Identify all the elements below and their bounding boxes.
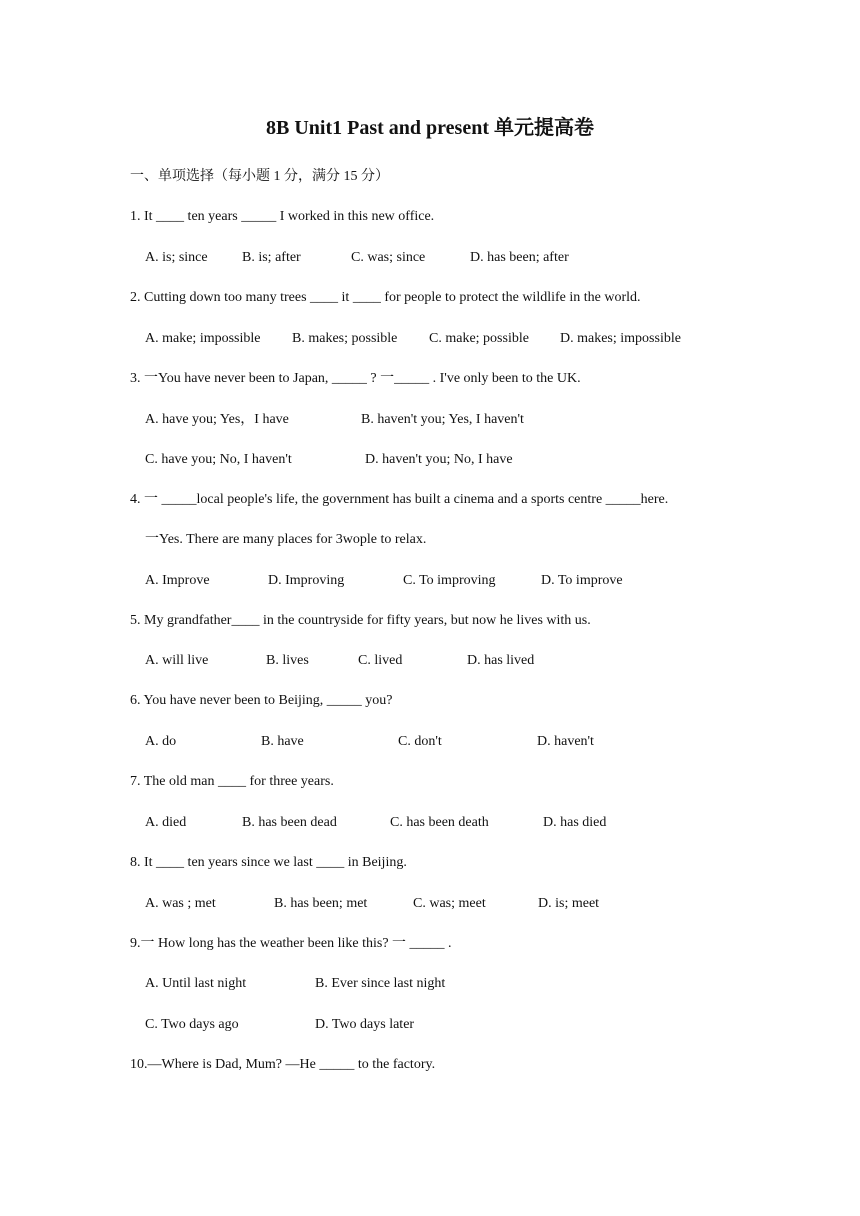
option-c: C. don't bbox=[398, 734, 442, 749]
option-b: B. haven't you; Yes, I haven't bbox=[361, 412, 524, 427]
option-a: A. make; impossible bbox=[145, 331, 261, 346]
option-b: B. has been dead bbox=[242, 815, 337, 830]
question-2-options bbox=[0, 330, 860, 348]
question-7-options bbox=[0, 814, 860, 832]
option-a: A. do bbox=[145, 734, 177, 749]
option-b: B. have bbox=[261, 734, 304, 749]
question-8: 8. It ____ ten years since we last ____ in Beijing. bbox=[130, 855, 407, 870]
question-5-options bbox=[0, 652, 860, 670]
question-2: 2. Cutting down too many trees ____ it ____ for people to protect the wildlife in the world. bbox=[130, 290, 641, 305]
option-a: A. will live bbox=[145, 653, 209, 668]
option-b: B. has been; met bbox=[274, 896, 368, 911]
option-d: D. is; meet bbox=[538, 896, 600, 911]
question-9-options-row-1 bbox=[0, 975, 860, 993]
option-c: C. To improving bbox=[403, 573, 496, 588]
question-4-reply: 一Yes. There are many places for 3wople to relax. bbox=[145, 532, 427, 547]
option-b: B. Ever since last night bbox=[315, 976, 446, 991]
option-a: A. Until last night bbox=[145, 976, 247, 991]
question-4: 4. 一 _____local people's life, the government has built a cinema and a sports centre _____here. bbox=[130, 492, 669, 507]
question-1-options bbox=[0, 249, 860, 267]
option-b: B. lives bbox=[266, 653, 309, 668]
question-3-options-row-2 bbox=[0, 451, 860, 469]
option-a: A. died bbox=[145, 815, 187, 830]
question-7: 7. The old man ____ for three years. bbox=[130, 774, 334, 789]
option-c: C. was; meet bbox=[413, 896, 486, 911]
question-10: 10.—Where is Dad, Mum? —He _____ to the factory. bbox=[130, 1057, 436, 1072]
option-c: C. make; possible bbox=[429, 331, 529, 346]
option-a: A. Improve bbox=[145, 573, 210, 588]
option-a: A. have you; Yes，I have bbox=[145, 412, 289, 427]
option-c: C. has been death bbox=[390, 815, 489, 830]
question-4-options bbox=[0, 572, 860, 590]
option-d: D. has lived bbox=[467, 653, 535, 668]
option-d: D. To improve bbox=[541, 573, 623, 588]
option-d: D. has been; after bbox=[470, 250, 569, 265]
option-c: C. have you; No, I haven't bbox=[145, 452, 292, 467]
question-6: 6. You have never been to Beijing, _____ you? bbox=[130, 693, 393, 708]
option-b: D. Improving bbox=[268, 573, 345, 588]
option-a: A. is; since bbox=[145, 250, 208, 265]
option-d: D. Two days later bbox=[315, 1017, 415, 1032]
option-a: A. was ; met bbox=[145, 896, 216, 911]
option-c: C. lived bbox=[358, 653, 403, 668]
question-1: 1. It ____ ten years _____ I worked in this new office. bbox=[130, 209, 435, 224]
question-3: 3. 一You have never been to Japan, _____ ? 一_____ . I've only been to the UK. bbox=[130, 371, 581, 386]
option-d: D. haven't bbox=[537, 734, 594, 749]
option-c: C. Two days ago bbox=[145, 1017, 239, 1032]
question-9-options-row-2 bbox=[0, 1016, 860, 1034]
option-d: D. makes; impossible bbox=[560, 331, 681, 346]
question-5: 5. My grandfather____ in the countryside for fifty years, but now he lives with us. bbox=[130, 613, 591, 628]
page-title: 8B Unit1 Past and present 单元提高卷 bbox=[266, 117, 594, 139]
section-heading: 一、单项选择（每小题 1 分，满分 15 分） bbox=[130, 169, 389, 184]
option-d: D. has died bbox=[543, 815, 607, 830]
option-b: B. makes; possible bbox=[292, 331, 398, 346]
question-3-options-row-1 bbox=[0, 411, 860, 429]
question-9: 9.一 How long has the weather been like this? 一 _____ . bbox=[130, 936, 452, 951]
option-c: C. was; since bbox=[351, 250, 426, 265]
option-b: B. is; after bbox=[242, 250, 301, 265]
question-6-options bbox=[0, 733, 860, 751]
question-8-options bbox=[0, 895, 860, 913]
option-d: D. haven't you; No, I have bbox=[365, 452, 513, 467]
